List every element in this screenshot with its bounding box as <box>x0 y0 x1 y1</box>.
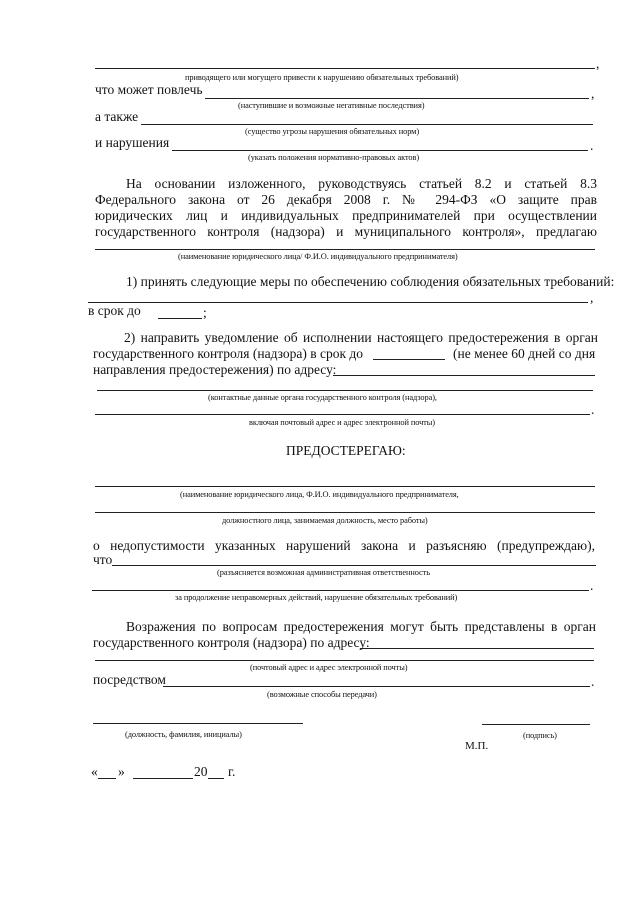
caption-postal: (почтовый адрес и адрес электронной почты) <box>250 663 408 672</box>
basis-line-4: государственного контроля (надзора) и муниципального контроля», предлагаю <box>95 224 597 239</box>
punct-period: . <box>591 402 595 417</box>
caption-contact: (контактные данные органа государственного контроля (надзора), <box>208 393 437 402</box>
date-month-blank <box>133 778 193 779</box>
date-day-blank <box>98 778 116 779</box>
label-that: что <box>93 552 113 567</box>
caption-liability: (разъясняется возможная административная ответственность <box>217 568 430 577</box>
punct-period: . <box>590 578 594 593</box>
objections-line-2: государственного контроля (надзора) по адресу: <box>93 635 370 650</box>
caption-threat: (существо угрозы нарушения обязательных норм) <box>245 127 420 136</box>
blank-line <box>172 150 588 151</box>
notify-line-3: направления предостережения) по адресу: <box>93 362 337 377</box>
heading-warn: ПРЕДОСТЕРЕГАЮ: <box>286 443 406 458</box>
blank-line <box>112 565 596 566</box>
punct-comma: , <box>590 290 594 305</box>
punct-semicolon: ; <box>203 305 207 320</box>
punct-comma: , <box>596 56 600 71</box>
label-violations: и нарушения <box>95 135 170 150</box>
blank-line <box>95 660 594 661</box>
caption-entity-name: (наименование юридического лица/ Ф.И.О. индивидуального предпринимателя) <box>178 252 458 261</box>
label-deadline: в срок до <box>88 303 141 318</box>
inadmissibility-line-1: о недопустимости указанных нарушений закона и разъясняю (предупреждаю), <box>93 538 595 553</box>
caption-address: включая почтовый адрес и адрес электронной почты) <box>249 418 435 427</box>
date-year-blank <box>208 778 224 779</box>
caption-signature: (подпись) <box>523 731 557 740</box>
blank-line <box>158 318 202 319</box>
caption-entity-full: (наименование юридического лица, Ф.И.О. индивидуального предпринимателя, <box>180 490 459 499</box>
date-close-quote: » <box>118 764 125 779</box>
blank-line <box>92 590 589 591</box>
caption-position: (должность, фамилия, инициалы) <box>125 730 242 739</box>
notify-line-2b: (не менее 60 дней со дня <box>453 346 596 361</box>
caption-transfer: (возможные способы передачи) <box>267 690 377 699</box>
blank-line <box>205 98 589 99</box>
blank-line <box>163 686 590 687</box>
blank-line <box>97 390 593 391</box>
date-year-prefix: 20 <box>194 764 208 779</box>
blank-line <box>95 68 595 69</box>
punct-comma: , <box>591 86 595 101</box>
label-via: посредством <box>93 672 166 687</box>
blank-line <box>95 486 595 487</box>
blank-line <box>95 249 595 250</box>
date-open-quote: « <box>91 764 98 779</box>
signature-position-line <box>93 723 303 724</box>
notify-line-1: 2) направить уведомление об исполнении настоящего предостережения в орган <box>124 330 598 345</box>
punct-period: . <box>591 674 595 689</box>
notify-line-2a: государственного контроля (надзора) в срок до <box>93 346 364 361</box>
label-may-cause: что может повлечь <box>95 82 203 97</box>
caption-legal-provisions: (указать положения нормативно-правовых актов) <box>248 153 420 162</box>
caption-consequences: (наступившие и возможные негативные последствия) <box>238 101 425 110</box>
label-also: а также <box>95 109 139 124</box>
punct-period: . <box>590 138 594 153</box>
blank-line <box>141 124 593 125</box>
signature-line <box>482 724 590 725</box>
basis-line-1: На основании изложенного, руководствуясь статьей 8.2 и статьей 8.3 <box>126 176 597 191</box>
blank-line <box>95 414 590 415</box>
blank-line <box>88 302 588 303</box>
date-year-suffix: г. <box>228 764 236 779</box>
basis-line-3: юридических лиц и индивидуальных предпринимателей при осуществлении <box>95 208 597 223</box>
basis-line-2: Федерального закона от 26 декабря 2008 г. № 294-ФЗ «О защите прав <box>95 192 597 207</box>
objections-line-1: Возражения по вопросам предостережения могут быть представлены в орган <box>126 619 596 634</box>
blank-line <box>95 512 595 513</box>
measures-text: 1) принять следующие меры по обеспечению соблюдения обязательных требований: <box>126 274 615 289</box>
stamp-mark: М.П. <box>465 740 489 752</box>
caption-official: должностного лица, занимаемая должность, место работы) <box>222 516 428 525</box>
caption-continuation: за продолжение неправомерных действий, нарушение обязательных требований) <box>175 593 458 602</box>
blank-line <box>373 359 445 360</box>
caption-consequence-cause: приводящего или могущего привести к нарушению обязательных требований) <box>185 73 459 82</box>
blank-line <box>360 648 594 649</box>
blank-line <box>333 375 595 376</box>
